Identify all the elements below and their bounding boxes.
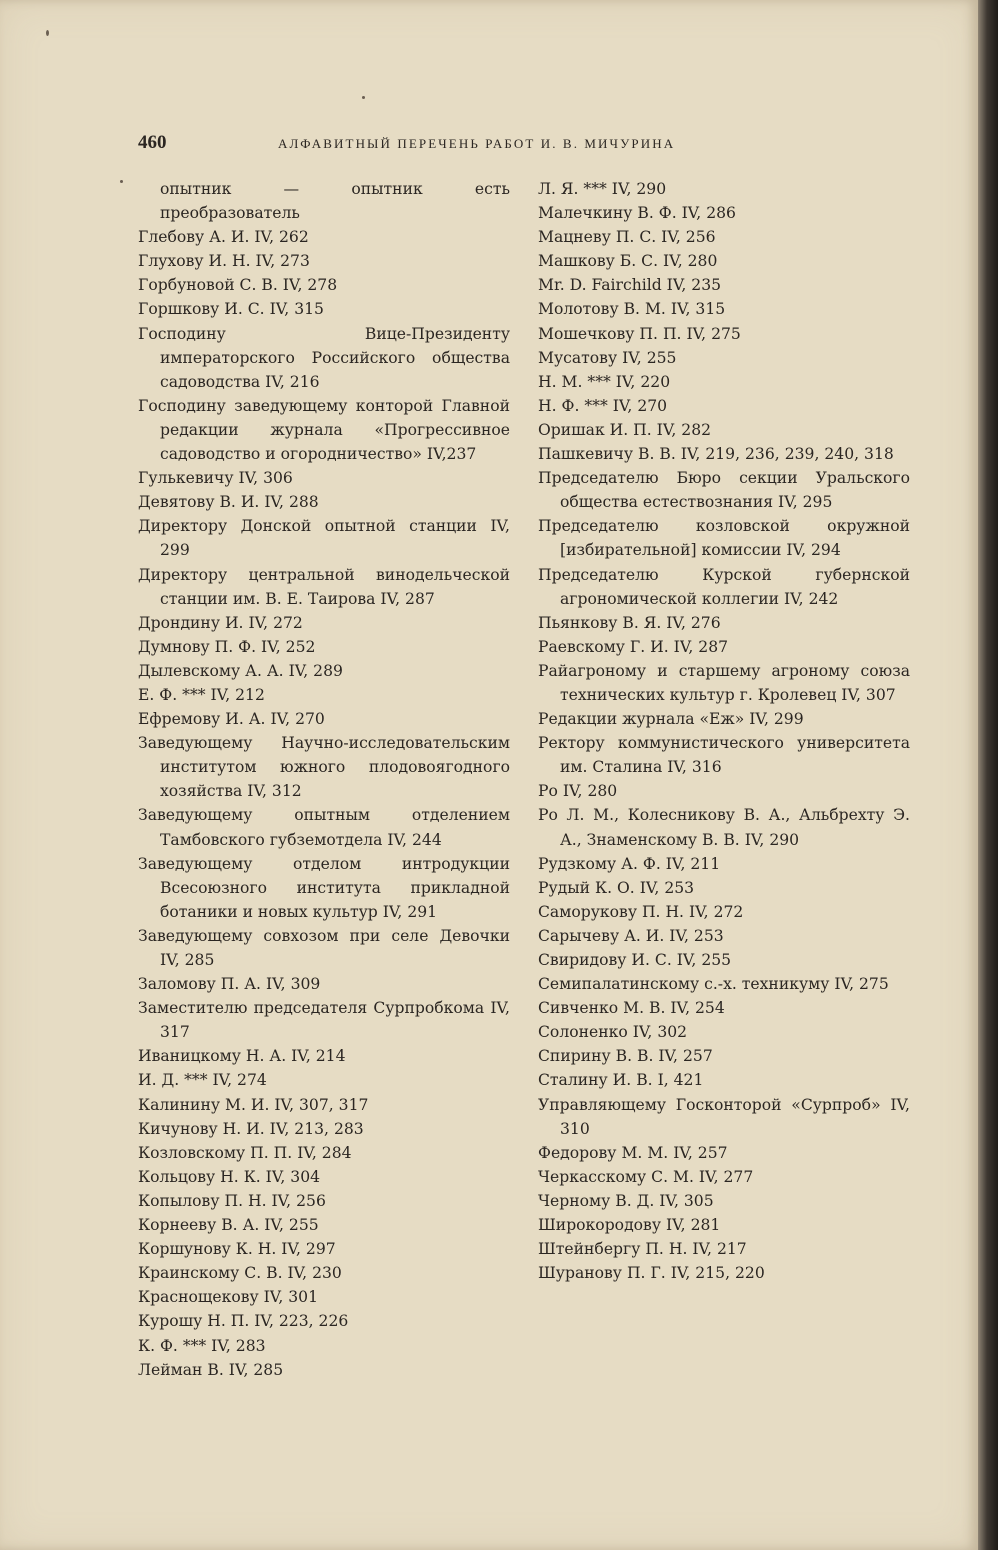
index-entry: Козловскому П. П. IV, 284 [138, 1143, 352, 1162]
running-title: АЛФАВИТНЫЙ ПЕРЕЧЕНЬ РАБОТ И. В. МИЧУРИНА [278, 136, 676, 151]
index-entry: Раевскому Г. И. IV, 287 [538, 637, 729, 656]
index-entry: Мошечкову П. П. IV, 275 [538, 324, 741, 343]
index-entry: Глухову И. Н. IV, 273 [138, 252, 310, 271]
paper-speck [120, 180, 123, 183]
index-entry: Горбуновой С. В. IV, 278 [138, 276, 338, 295]
index-entry: Рудзкому А. Ф. IV, 211 [538, 854, 721, 873]
index-entry: Иваницкому Н. А. IV, 214 [138, 1047, 346, 1066]
index-entry: Свиридову И. С. IV, 255 [538, 951, 732, 969]
index-column-left [138, 177, 510, 1382]
index-entry: Краснощекову IV, 301 [138, 1288, 319, 1307]
index-entry: Малечкину В. Ф. IV, 286 [538, 204, 736, 223]
index-entry: Кичунову Н. И. IV, 213, 283 [138, 1119, 364, 1138]
index-entry: Н. Ф. *** IV, 270 [538, 396, 668, 415]
page-header [138, 128, 778, 158]
index-entry: Заместителю председателя Сурпробкома IV, 317 [138, 999, 510, 1042]
index-entry: Молотову В. М. IV, 315 [538, 300, 726, 319]
index-entry: Директору Донской опытной станции IV, 299 [138, 517, 510, 560]
index-entry: Mr. D. Fairchild IV, 235 [538, 276, 722, 295]
index-entry: Солоненко IV, 302 [538, 1023, 688, 1042]
index-entry: Сталину И. В. I, 421 [538, 1071, 704, 1090]
index-entry: Кольцову Н. К. IV, 304 [138, 1167, 321, 1186]
index-entry: Заведующему опытным отделением Тамбовского губземотдела IV, 244 [138, 806, 510, 849]
index-entry: Черному В. Д. IV, 305 [538, 1191, 714, 1210]
paper-speck [362, 96, 365, 99]
index-entry: Девятову В. И. IV, 288 [138, 493, 319, 512]
index-entry: Л. Я. *** IV, 290 [538, 180, 667, 198]
page-edge-shadow [978, 0, 998, 1550]
index-entry: Пашкевичу В. В. IV, 219, 236, 239, 240, 318 [538, 445, 894, 464]
index-entry: Дылевскому А. А. IV, 289 [138, 661, 343, 680]
index-entry: Господину заведующему конторой Главной редакции журнала «Прогрессивное садоводство и огородничество» IV,237 [138, 396, 510, 464]
index-entry: Широкородову IV, 281 [538, 1216, 721, 1235]
index-entry: Ро IV, 280 [538, 782, 618, 801]
index-entry: Ректору коммунистического университета им. Сталина IV, 316 [538, 734, 910, 777]
index-entry: И. Д. *** IV, 274 [138, 1071, 267, 1090]
index-entry: Калинину М. И. IV, 307, 317 [138, 1095, 369, 1114]
index-entry: Коршунову К. Н. IV, 297 [138, 1240, 336, 1259]
index-entry: Управляющему Госконторой «Сурпроб» IV, 310 [538, 1095, 910, 1138]
index-entry: Заведующему отделом интродукции Всесоюзного института прикладной ботаники и новых культур IV, 291 [138, 854, 510, 921]
index-entry: Председателю козловской окружной [избирательной] комиссии IV, 294 [538, 517, 910, 560]
index-entry: Горшкову И. С. IV, 315 [138, 300, 324, 319]
index-entry: Сивченко М. В. IV, 254 [538, 999, 725, 1018]
index-entry: Сарычеву А. И. IV, 253 [538, 926, 724, 945]
index-entry: Е. Ф. *** IV, 212 [138, 685, 265, 704]
index-entry: Гулькевичу IV, 306 [138, 469, 293, 488]
index-entry: Заведующему совхозом при селе Девочки IV, 285 [138, 926, 510, 969]
index-entry: Дрондину И. IV, 272 [138, 613, 303, 632]
index-entry: Лейман В. IV, 285 [138, 1360, 284, 1379]
index-entry: Председателю Бюро секции Уральского общества естествознания IV, 295 [538, 469, 910, 512]
index-entry: Директору центральной винодельческой станции им. В. Е. Таирова IV, 287 [138, 565, 510, 608]
index-entry: Копылову П. Н. IV, 256 [138, 1191, 326, 1210]
index-entry: Штейнбергу П. Н. IV, 217 [538, 1240, 747, 1259]
index-entry: Семипалатинскому с.-х. техникуму IV, 275 [538, 975, 889, 994]
index-entry: Федорову М. М. IV, 257 [538, 1143, 728, 1162]
index-entry: Заведующему Научно-исследовательским институтом южного плодовоягодного хозяйства IV, 312 [138, 734, 510, 801]
index-entry: Шуранову П. Г. IV, 215, 220 [538, 1264, 765, 1283]
paper-speck [46, 30, 49, 36]
index-entry: Глебову А. И. IV, 262 [138, 228, 309, 247]
index-entry: Оришак И. П. IV, 282 [538, 420, 712, 439]
index-entry: Пьянкову В. Я. IV, 276 [538, 613, 721, 632]
index-entry: Черкасскому С. М. IV, 277 [538, 1167, 754, 1186]
index-entry: Заломову П. А. IV, 309 [138, 975, 321, 994]
index-entry: Ро Л. М., Колесникову В. А., Альбрехту Э. А., Знаменскому В. В. IV, 290 [538, 806, 910, 849]
page-number: 460 [138, 132, 167, 153]
index-entry: Мусатову IV, 255 [538, 348, 677, 367]
index-entry: Рудый К. О. IV, 253 [538, 878, 695, 897]
index-entry: Думнову П. Ф. IV, 252 [138, 637, 316, 656]
index-entry: Машкову Б. С. IV, 280 [538, 252, 718, 271]
index-entry: Председателю Курской губернской агрономической коллегии IV, 242 [538, 565, 910, 608]
index-column-right [538, 177, 910, 1285]
index-entry: Н. М. *** IV, 220 [538, 372, 671, 391]
index-entry: Спирину В. В. IV, 257 [538, 1047, 713, 1066]
index-entry: К. Ф. *** IV, 283 [138, 1336, 266, 1355]
index-entry: Саморукову П. Н. IV, 272 [538, 902, 744, 921]
index-entry: Краинскому С. В. IV, 230 [138, 1264, 342, 1283]
index-entry: Курошу Н. П. IV, 223, 226 [138, 1312, 349, 1331]
index-entry: Корнееву В. А. IV, 255 [138, 1216, 319, 1235]
index-entry: опытник — опытник есть преобразователь [160, 180, 510, 223]
index-entry: Редакции журнала «Еж» IV, 299 [538, 710, 804, 729]
index-entry: Райагроному и старшему агроному союза технических культур г. Кролевец IV, 307 [538, 661, 910, 704]
index-entry: Господину Вице-Президенту императорского Российского общества садоводства IV, 216 [138, 324, 510, 391]
index-entry: Мацневу П. С. IV, 256 [538, 228, 716, 247]
index-entry: Ефремову И. А. IV, 270 [138, 710, 325, 729]
